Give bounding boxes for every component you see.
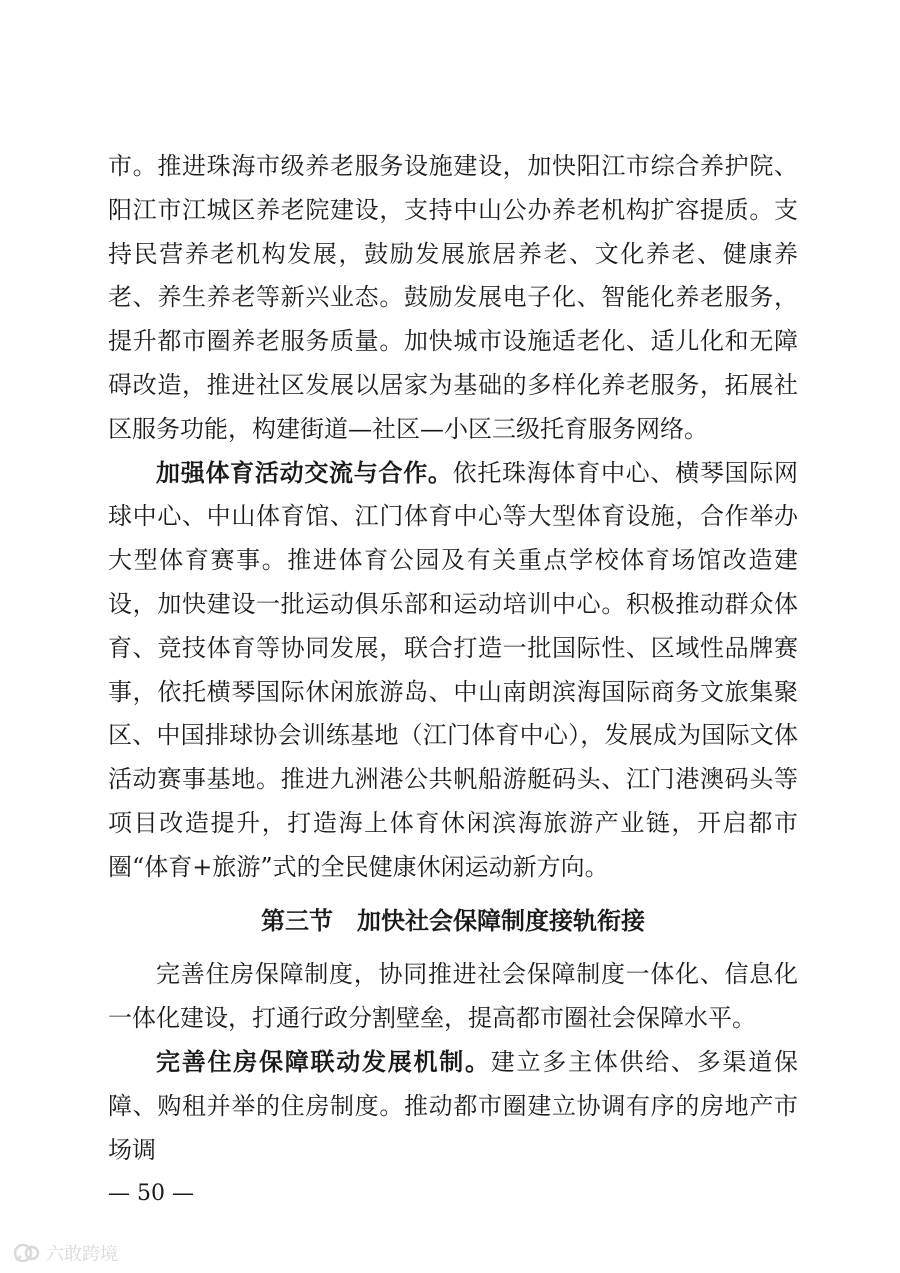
paragraph-2-lead: 加强体育活动交流与合作。 (156, 458, 453, 487)
watermark-logo-icon (12, 1242, 42, 1264)
paragraph-2 (108, 452, 798, 890)
paragraph-1-text: 市。推进珠海市级养老服务设施建设，加快阳江市综合养护院、阳江市江城区养老院建设，支持中山公办养老机构扩容提质。支持民营养老机构发展，鼓励发展旅居养老、文化养老、健康养老、养生养老等新兴业态。鼓励发展电子化、智能化养老服务，提升都市圈养老服务质量。加快城市设施适老化、适儿化和无障碍改造，推进社区发展以居家为基础的多样化养老服务，拓展社区服务功能，构建街道—社区—小区三级托育服务网络。 (108, 152, 798, 443)
paragraph-4-lead: 完善住房保障联动发展机制。 (156, 1047, 491, 1076)
section-heading: 第三节 加快社会保障制度接轨衔接 (261, 906, 645, 935)
paragraph-3-text: 完善住房保障制度，协同推进社会保障制度一体化、信息化一体化建设，打通行政分割壁垒，提高都市圈社会保障水平。 (108, 960, 798, 1033)
watermark-text: 六敢跨境 (46, 1244, 118, 1265)
paragraph-4 (108, 1041, 798, 1172)
document-page (108, 145, 798, 1172)
paragraph-1 (108, 145, 798, 452)
paragraph-2-text: 依托珠海体育中心、横琴国际网球中心、中山体育馆、江门体育中心等大型体育设施，合作举办大型体育赛事。推进体育公园及有关重点学校体育场馆改造建设，加快建设一批运动俱乐部和运动培训中心。积极推动群众体育、竞技体育等协同发展，联合打造一批国际性、区域性品牌赛事，依托横琴国际休闲旅游岛、中山南朗滨海国际商务文旅集聚区、中国排球协会训练基地（江门体育中心），发展成为国际文体活动赛事基地。推进九洲港公共帆船游艇码头、江门港澳码头等项目改造提升，打造海上体育休闲滨海旅游产业链，开启都市圈“体育+旅游”式的全民健康休闲运动新方向。 (108, 458, 798, 881)
paragraph-3 (108, 953, 798, 1041)
watermark (12, 1240, 118, 1266)
page-number: — 50 — (108, 1181, 194, 1206)
paragraph-4-text: 建立多主体供给、多渠道保障、购租并举的住房制度。推动都市圈建立协调有序的房地产市场调 (108, 1047, 798, 1164)
